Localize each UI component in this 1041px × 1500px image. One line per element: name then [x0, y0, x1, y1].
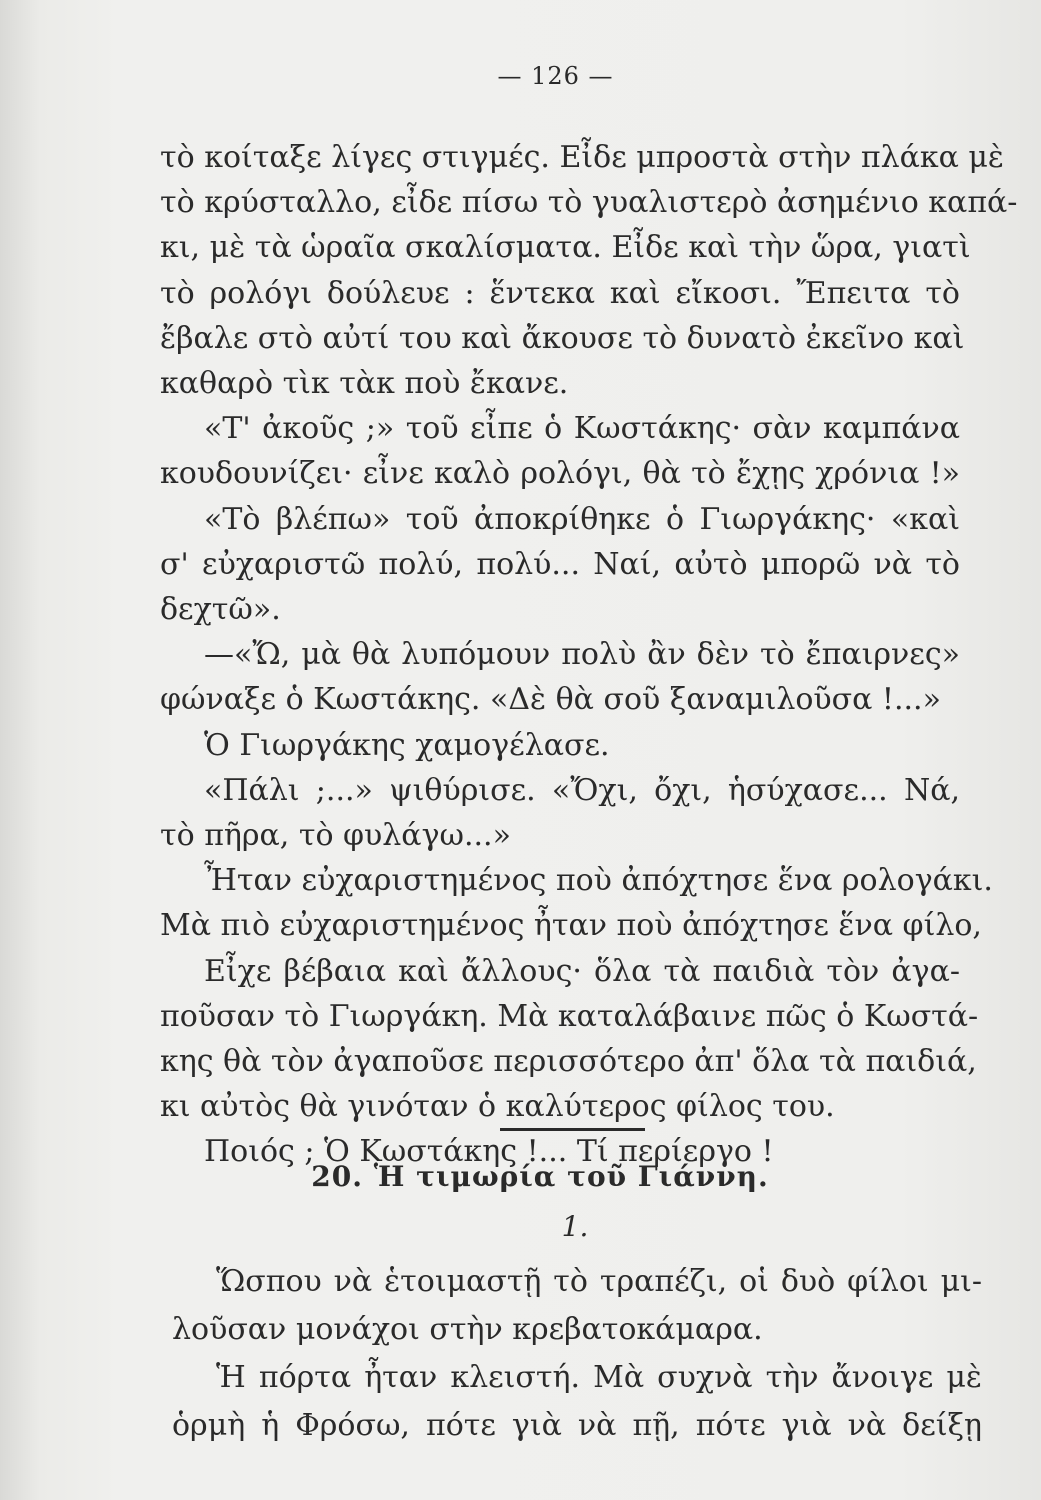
text-line: κης θὰ τὸν ἀγαποῦσε περισσότερο ἀπ' ὅλα τὰ παιδιά, [160, 1044, 977, 1079]
text-line: σ' εὐχαριστῶ πολύ, πολύ... Ναί, αὐτὸ μπορῶ νὰ τὸ [160, 547, 960, 582]
text-line: «Τ' ἀκοῦς ;» τοῦ εἶπε ὁ Κωστάκης· σὰν καμπάνα [204, 411, 960, 446]
text-line: φώναξε ὁ Κωστάκης. «Δὲ θὰ σοῦ ξαναμιλοῦσα !...» [160, 682, 941, 717]
chapter-title: 20. Ἡ τιμωρία τοῦ Γιάννη. [311, 1160, 769, 1193]
text-line: —«Ὤ, μὰ θὰ λυπόμουν πολὺ ἂν δὲν τὸ ἔπαιρνες» [204, 637, 960, 672]
text-line: ποῦσαν τὸ Γιωργάκη. Μὰ καταλάβαινε πῶς ὁ Κωστά- [160, 999, 979, 1034]
text-line: Ποιός ; Ὁ Κωστάκης !... Τί περίεργο ! [204, 1134, 774, 1169]
text-line: ἔβαλε στὸ αὐτί του καὶ ἄκουσε τὸ δυνατὸ ἐκεῖνο καὶ [160, 321, 965, 356]
page-number: — 126 — [497, 62, 614, 90]
section-number: 1. [561, 1210, 589, 1243]
text-line: Ἡ πόρτα ἦταν κλειστή. Μὰ συχνὰ τὴν ἄνοιγε μὲ [216, 1360, 982, 1395]
text-line: τὸ κρύσταλλο, εἶδε πίσω τὸ γυαλιστερὸ ἀσημένιο καπά- [160, 185, 1018, 220]
text-line: κι αὐτὸς θὰ γινόταν ὁ καλύτερος φίλος του. [160, 1089, 835, 1124]
text-line: λοῦσαν μονάχοι στὴν κρεβατοκάμαρα. [172, 1312, 763, 1347]
section-divider [500, 1128, 645, 1131]
text-line: «Τὸ βλέπω» τοῦ ἀποκρίθηκε ὁ Γιωργάκης· «καὶ [204, 502, 960, 537]
text-line: Μὰ πιὸ εὐχαριστημένος ἦταν ποὺ ἀπόχτησε ἕνα φίλο, [160, 908, 982, 943]
text-line: καθαρὸ τὶκ τὰκ ποὺ ἔκανε. [160, 366, 569, 401]
text-line: τὸ πῆρα, τὸ φυλάγω...» [160, 818, 511, 853]
text-line: Ἦταν εὐχαριστημένος ποὺ ἀπόχτησε ἕνα ρολογάκι. [204, 863, 993, 898]
text-line: δεχτῶ». [160, 592, 281, 627]
text-line: Ὥσπου νὰ ἑτοιμαστῇ τὸ τραπέζι, οἱ δυὸ φίλοι μι- [216, 1264, 982, 1299]
text-line: τὸ ρολόγι δούλευε : ἕντεκα καὶ εἴκοσι. Ἔπειτα τὸ [160, 276, 960, 311]
text-line: κουδουνίζει· εἶνε καλὸ ρολόγι, θὰ τὸ ἔχῃς χρόνια !» [160, 456, 960, 491]
text-line: «Πάλι ;...» ψιθύρισε. «Ὄχι, ὄχι, ἡσύχασε... Νά, [204, 773, 960, 808]
text-line: τὸ κοίταξε λίγες στιγμές. Εἶδε μπροστὰ στὴν πλάκα μὲ [160, 140, 1005, 175]
text-line: ὁρμὴ ἡ Φρόσω, πότε γιὰ νὰ πῇ, πότε γιὰ νὰ δείξῃ [172, 1408, 982, 1443]
text-line: κι, μὲ τὰ ὡραῖα σκαλίσματα. Εἶδε καὶ τὴν ὥρα, γιατὶ [160, 230, 971, 265]
text-line: Ὁ Γιωργάκης χαμογέλασε. [204, 728, 610, 763]
text-line: Εἶχε βέβαια καὶ ἄλλους· ὅλα τὰ παιδιὰ τὸν ἀγα- [204, 954, 960, 989]
